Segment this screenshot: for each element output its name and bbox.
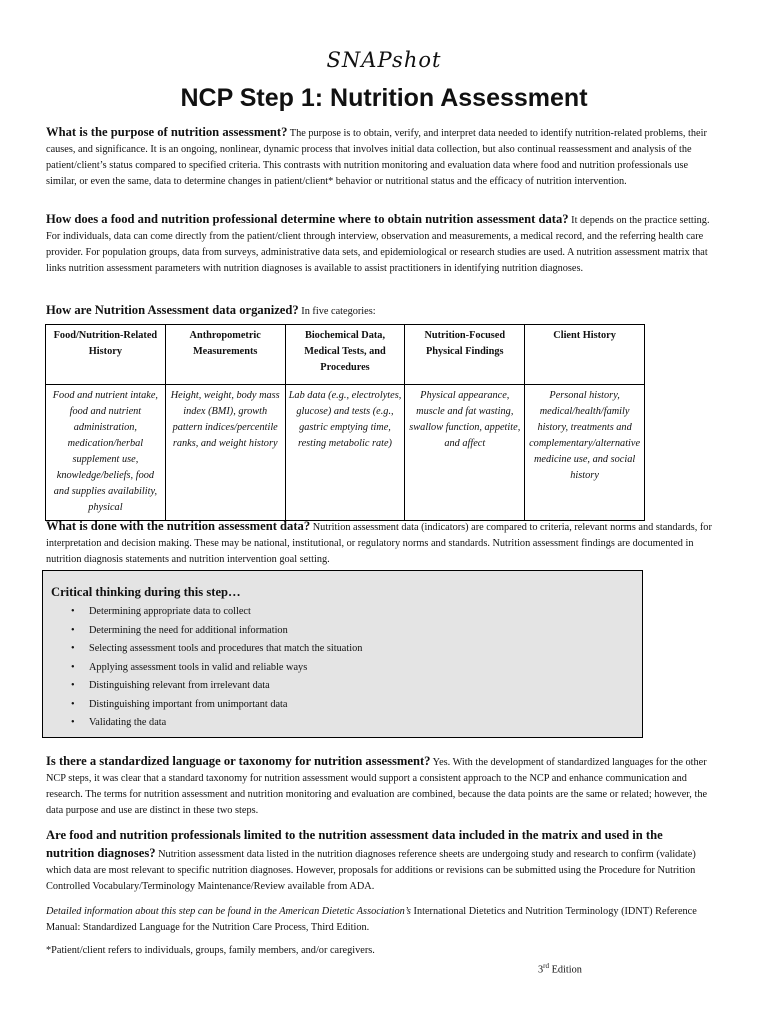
category-header: Biochemical Data, Medical Tests, and Procedures [285, 325, 405, 385]
purpose-paragraph [46, 124, 714, 190]
list-item: • Validating the data [71, 714, 362, 733]
categories-description-row [46, 385, 645, 521]
category-description: Height, weight, body mass index (BMI), growth pattern indices/percentile ranks, and weight history [165, 385, 285, 521]
page-title: NCP Step 1: Nutrition Assessment [180, 84, 588, 112]
done-paragraph [46, 518, 714, 568]
list-item: • Applying assessment tools in valid and reliable ways [71, 659, 362, 678]
list-item: • Distinguishing relevant from irrelevant data [71, 677, 362, 696]
list-item: • Selecting assessment tools and procedures that match the situation [71, 640, 362, 659]
bullet-icon: • [71, 624, 75, 636]
categories-table [45, 324, 645, 521]
bullet-icon: • [71, 643, 75, 654]
category-header: Anthropometric Measurements [165, 325, 285, 385]
reference-note [46, 904, 726, 936]
critical-thinking-box [42, 570, 643, 738]
categories-header-row [46, 325, 645, 385]
edition-label: 3rd Edition [538, 962, 582, 976]
done-question: What is done with the nutrition assessment data? [46, 519, 311, 533]
snapshot-logo: SNAPshot [326, 48, 442, 72]
patient-footnote: *Patient/client refers to individuals, groups, family members, and/or caregivers. [46, 945, 375, 956]
bullet-icon: • [71, 717, 75, 728]
purpose-question: What is the purpose of nutrition assessment? [46, 125, 288, 139]
done-answer: Nutrition assessment data (indicators) are compared to criteria, relevant norms and standards, for interpretation and decision making. These may be national, institutional, or regulatory norms and standards. Nutrition assessment findings are documented in nutrition diagnosis statements and nutrition intervention goal setting. [46, 522, 712, 565]
limited-question: Are food and nutrition professionals limited to the nutrition assessment data included in the matrix and used in the nutrition diagnoses? [46, 828, 663, 860]
purpose-answer: The purpose is to obtain, verify, and interpret data needed to identify nutrition-related problems, their causes, and significance. It is an ongoing, nonlinear, dynamic process that involves initial data collection, but also continual reassessment and analysis of the patient/client’s status compared to specified criteria. This contrasts with nutrition monitoring and evaluation data where food and nutrition professionals use similar, or even the same, data to determine changes in patient/client* behavior or nutritional status and the efficacy of nutrition intervention. [46, 128, 707, 187]
limited-paragraph [46, 827, 714, 895]
obtain-answer: It depends on the practice setting. For individuals, data can come directly from the patient/client through interview, observation and measurements, a medical record, and the referring health care provider. For population groups, data from surveys, administrative data sets, and epidemiological or research studies are used. A nutrition assessment matrix that links nutrition assessment parameters with nutrition diagnoses is available to assist practitioners in identifying nutrition diagnoses. [46, 215, 710, 274]
limited-answer: Nutrition assessment data listed in the nutrition diagnoses reference sheets are undergoing study and research to confirm (validate) which data are most relevant to specific nutrition diagnoses. However, proposals for additions or revisions can be submitted using the Procedure for Nutrition Controlled Vocabulary/Terminology Maintenance/Review available from ADA. [46, 849, 696, 892]
language-question: Is there a standardized language or taxonomy for nutrition assessment? [46, 754, 431, 768]
category-description: Personal history, medical/health/family history, treatments and complementary/alternative medicine use, and social history [525, 385, 645, 521]
obtain-paragraph [46, 211, 714, 277]
language-paragraph [46, 753, 714, 819]
list-item: • Determining appropriate data to collect [71, 603, 362, 622]
obtain-question: How does a food and nutrition professional determine where to obtain nutrition assessment data? [46, 212, 569, 226]
organized-paragraph [46, 302, 714, 320]
bullet-icon: • [71, 661, 75, 673]
category-description: Lab data (e.g., electrolytes, glucose) and tests (e.g., gastric emptying time, resting metabolic rate) [285, 385, 405, 521]
critical-thinking-list [71, 603, 362, 733]
bullet-icon: • [71, 680, 75, 691]
category-header: Food/Nutrition-Related History [46, 325, 166, 385]
reference-note-plain: International Dietetics and Nutrition Terminology (IDNT) Reference Manual: Standardized Language for the Nutrition Care Process, Third Edition. [46, 906, 697, 933]
critical-thinking-title: Critical thinking during this step… [51, 585, 241, 599]
bullet-icon: • [71, 698, 75, 710]
bullet-icon: • [71, 606, 75, 617]
organized-answer: In five categories: [301, 306, 376, 317]
category-description: Physical appearance, muscle and fat wasting, swallow function, appetite, and affect [405, 385, 525, 521]
list-item: • Determining the need for additional information [71, 622, 362, 641]
reference-note-italic: Detailed information about this step can be found in the American Dietetic Association’s [46, 906, 411, 917]
category-header: Client History [525, 325, 645, 385]
language-answer: Yes. With the development of standardized languages for the other NCP steps, it was clear that a standard taxonomy for nutrition assessment would support a consistent approach to the NCP and enhance communication and research. The terms for nutrition assessment and nutrition monitoring and evaluation are combined, because the data points are the same or related; however, the data purpose and use are distinct in these two steps. [46, 757, 708, 816]
list-item: • Distinguishing important from unimportant data [71, 696, 362, 715]
category-header: Nutrition-Focused Physical Findings [405, 325, 525, 385]
category-description: Food and nutrient intake, food and nutrient administration, medication/herbal supplement use, knowledge/beliefs, food and supplies availability, physical [46, 385, 166, 521]
organized-question: How are Nutrition Assessment data organized? [46, 303, 299, 317]
